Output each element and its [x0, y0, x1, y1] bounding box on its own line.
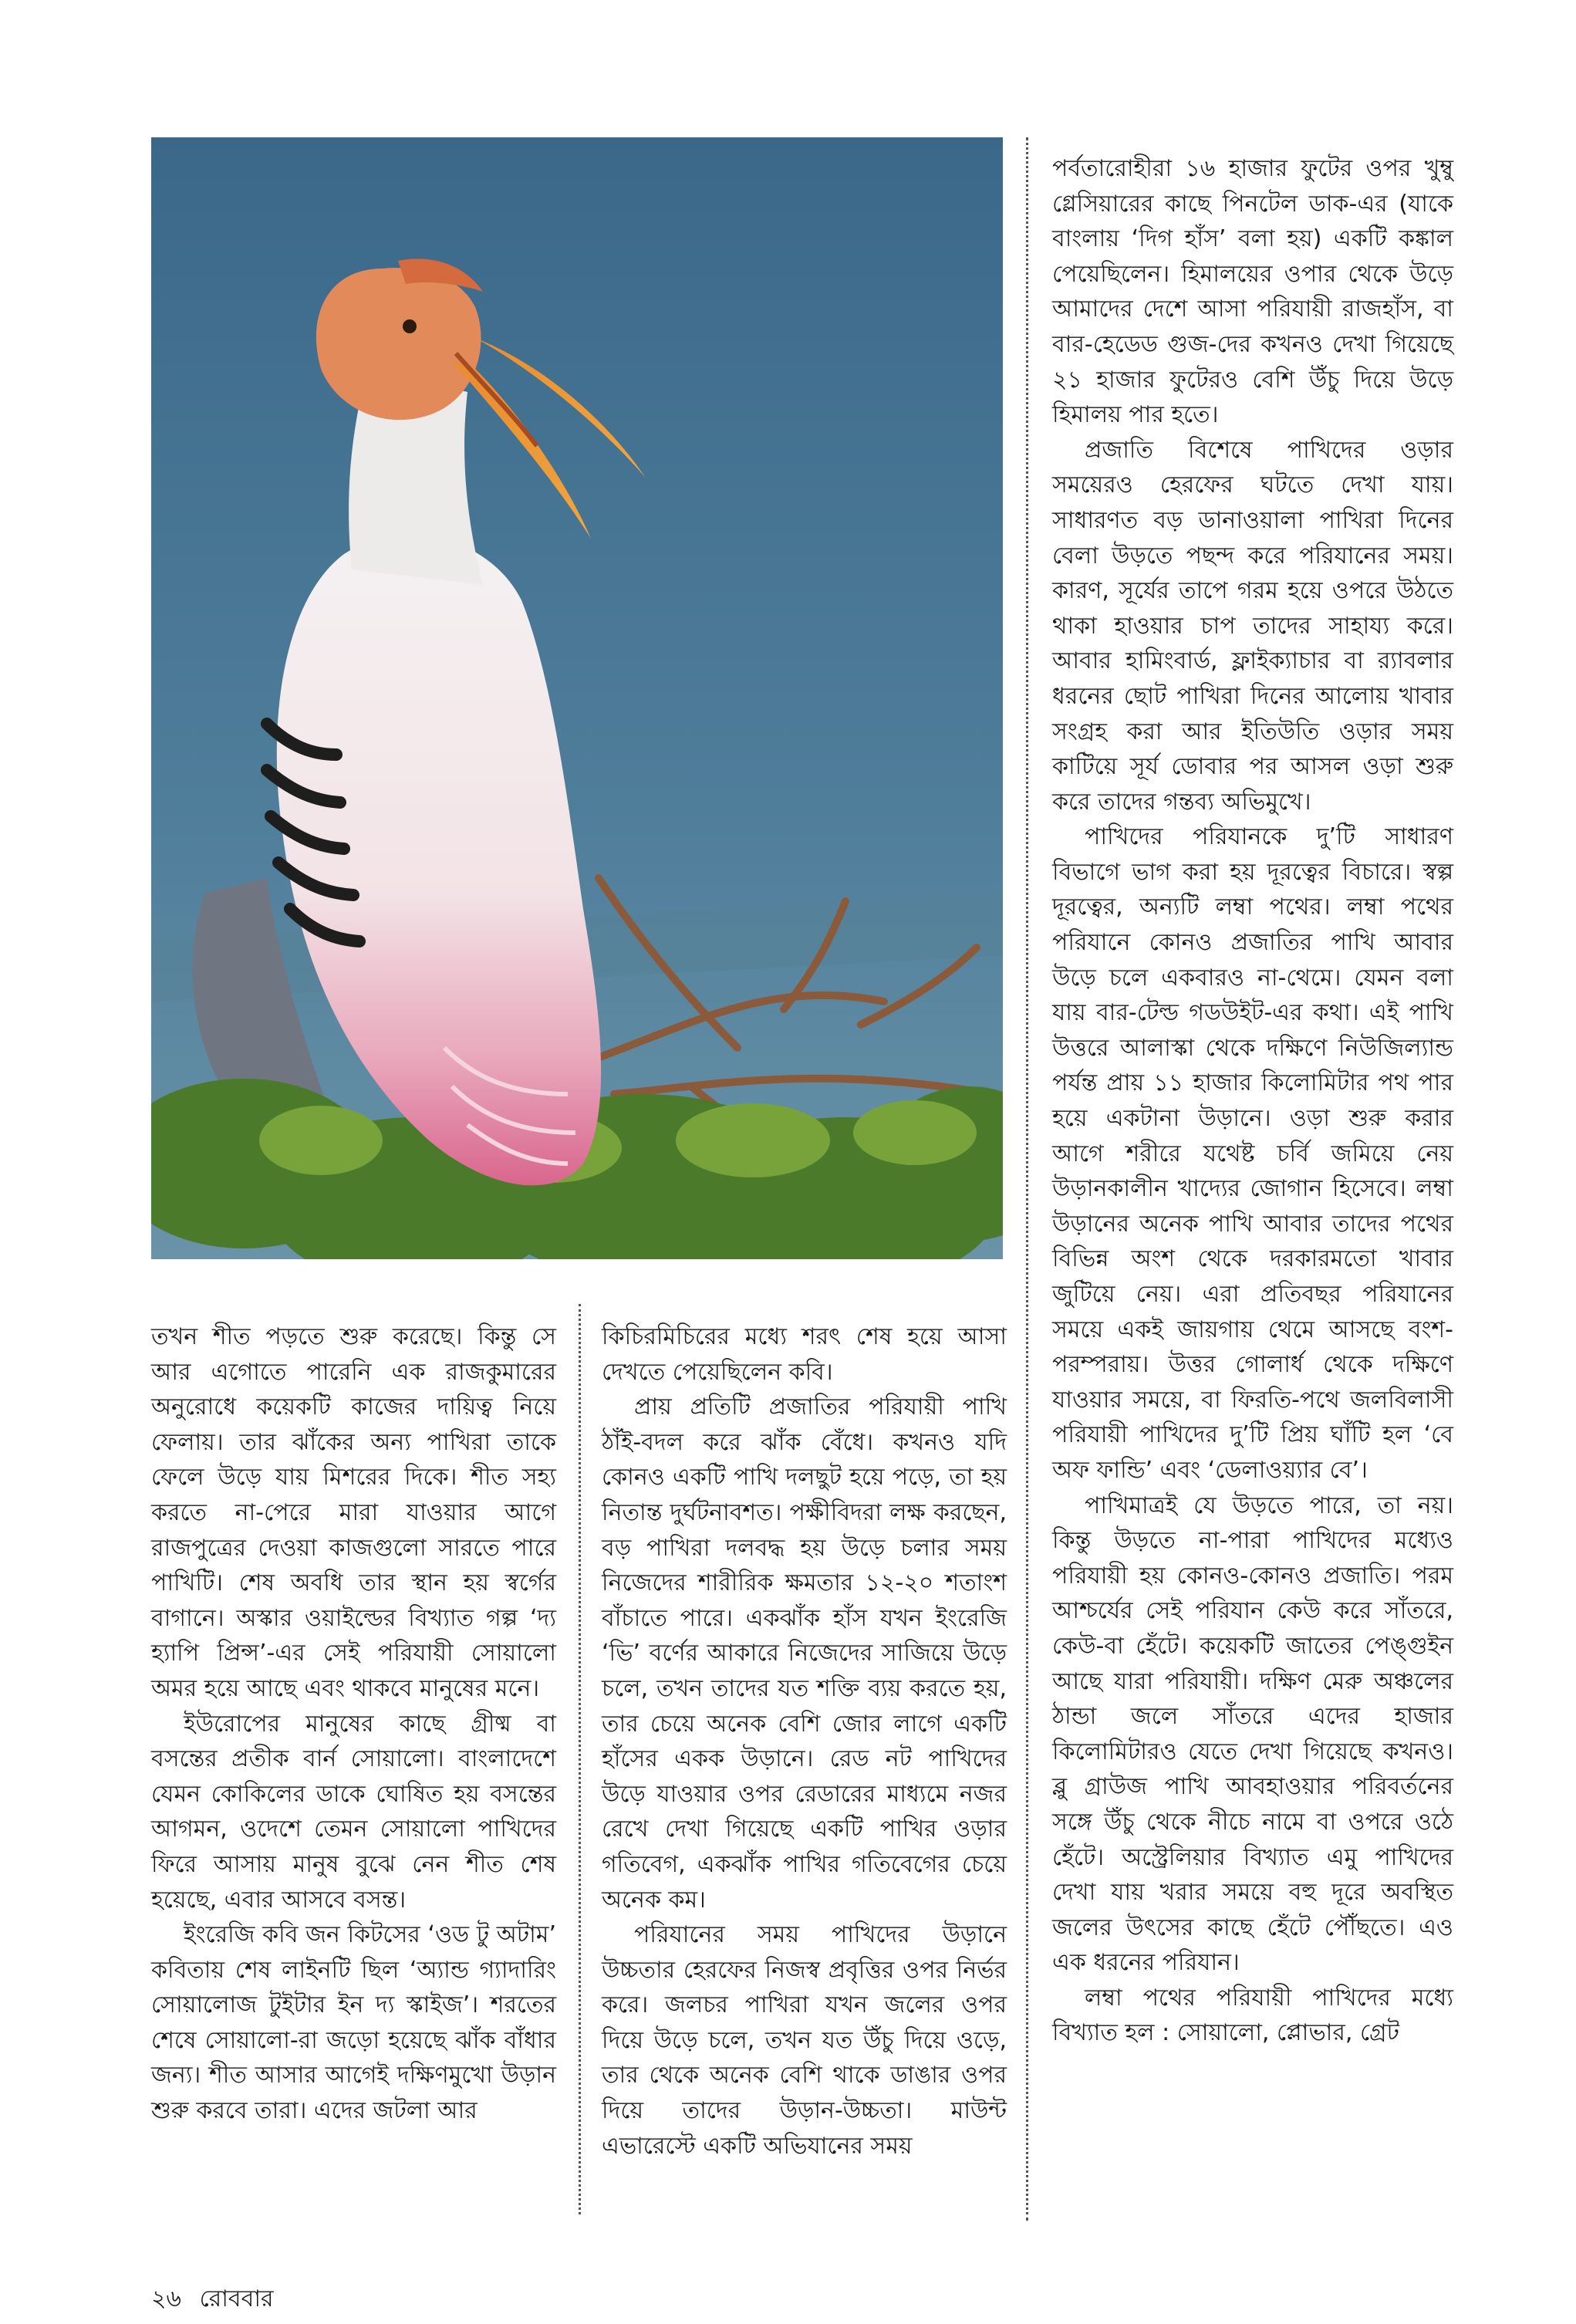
article-column-bottom-left	[151, 1319, 556, 2129]
paragraph: পাখিদের পরিযানকে দু’টি সাধারণ বিভাগে ভাগ করা হয় দূরত্বের বিচারে। স্বল্প দূরত্বের, অন্যটি লম্বা পথের। লম্বা পথের পরিযানে কোনও প্রজাতির পাখি আবার উড়ে চলে একবারও না-থেমে। যেমন বলা যায় বার-টেল্ড গডউইট-এর কথা। এই পাখি উত্তরে আলাস্কা থেকে দক্ষিণে নিউজিল্যান্ড পর্যন্ত প্রায় ১১ হাজার কিলোমিটার পথ পার হয়ে একটানা উড়ানে। ওড়া শুরু করার আগে শরীরে যথেষ্ট চর্বি জমিয়ে নেয় উড়ানকালীন খাদ্যের জোগান হিসেবে। লম্বা উড়ানের অনেক পাখি আবার তাদের পথের বিভিন্ন অংশ থেকে দরকারমতো খাবার জুটিয়ে নেয়। এরা প্রতিবছর পরিযানের সময়ে একই জায়গায় থেমে আসছে বংশ-পরম্পরায়। উত্তর গোলার্ধ থেকে দক্ষিণে যাওয়ার সময়ে, বা ফিরতি-পথে জলবিলাসী পরিযায়ী পাখিদের দু’টি প্রিয় ঘাঁটি হল ‘বে অফ ফান্ডি’ এবং ‘ডেলাওয়্যার বে’।	[1052, 823, 1453, 1484]
column-rule	[579, 1304, 581, 2214]
paragraph: তখন শীত পড়তে শুরু করেছে। কিন্তু সে আর এগোতে পারেনি এক রাজকুমারের অনুরোধে কয়েকটি কাজের দায়িত্ব নিয়ে ফেলায়। তার ঝাঁকের অন্য পাখিরা তাকে ফেলে উড়ে যায় মিশরের দিকে। শীত সহ্য করতে না-পেরে মারা যাওয়ার আগে রাজপুত্রের দেওয়া কাজগুলো সারতে পারে পাখিটি। শেষ অবধি তার স্থান হয় স্বর্গের বাগানে। অস্কার ওয়াইল্ডের বিখ্যাত গল্প ‘দ্য হ্যাপি প্রিন্স’-এর সেই পরিযায়ী সোয়ালো অমর হয়ে আছে এবং থাকবে মানুষের মনে।	[151, 1323, 556, 1702]
article-column-top-right	[1052, 151, 1453, 2051]
paragraph: পরিযানের সময় পাখিদের উড়ানে উচ্চতার হেরফের নিজস্ব প্রবৃত্তির ওপর নির্ভর করে। জলচর পাখিরা যখন জলের ওপর দিয়ে উড়ে চলে, তখন যত উঁচু দিয়ে ওড়ে, তার থেকে অনেক বেশি থাকে ডাঙার ওপর দিয়ে তাদের উড়ান-উচ্চতা। মাউন্ট এভারেস্টে একটি অভিযানের সময়	[602, 1921, 1007, 2160]
paragraph: কিচিরমিচিরের মধ্যে শরৎ শেষ হয়ে আসা দেখতে পেয়েছিলেন কবি।	[602, 1323, 1007, 1386]
paragraph: প্রায় প্রতিটি প্রজাতির পরিযায়ী পাখি ঠাঁই-বদল করে ঝাঁক বেঁধে। কখনও যদি কোনও একটি পাখি দলছুট হয়ে পড়ে, তা হয় নিতান্ত দুর্ঘটনাবশত। পক্ষীবিদরা লক্ষ করছেন, বড় পাখিরা দলবদ্ধ হয় উড়ে চলার সময় নিজেদের শারীরিক ক্ষমতার ১২-২০ শতাংশ বাঁচাতে পারে। একঝাঁক হাঁস যখন ইংরেজি ‘ভি’ বর্ণের আকারে নিজেদের সাজিয়ে উড়ে চলে, তখন তাদের যত শক্তি ব্যয় করতে হয়, তার চেয়ে অনেক বেশি জোর লাগে একটি হাঁসের একক উড়ানে। রেড নট পাখিদের উড়ে যাওয়ার ওপর রেডারের মাধ্যমে নজর রেখে দেখা গিয়েছে একটি পাখির ওড়ার গতিবেগ, একঝাঁক পাখির গতিবেগের চেয়ে অনেক কম।	[602, 1393, 1007, 1914]
paragraph: প্রজাতি বিশেষে পাখিদের ওড়ার সময়েরও হেরফের ঘটতে দেখা যায়। সাধারণত বড় ডানাওয়ালা পাখিরা দিনের বেলা উড়তে পছন্দ করে পরিযানের সময়। কারণ, সূর্যের তাপে গরম হয়ে ওপরে উঠতে থাকা হাওয়ার চাপ তাদের সাহায্য করে। আবার হামিংবার্ড, ফ্লাইক্যাচার বা র‍্যাবলার ধরনের ছোট পাখিরা দিনের আলোয় খাবার সংগ্রহ করা আর ইতিউতি ওড়ার সময় কাটিয়ে সূর্য ডোবার পর আসল ওড়া শুরু করে তাদের গন্তব্য অভিমুখে।	[1052, 436, 1453, 816]
column-rule	[1026, 137, 1028, 2221]
paragraph: পর্বতারোহীরা ১৬ হাজার ফুটের ওপর খুম্বু গ্লেসিয়ারের কাছে পিনটেল ডাক-এর (যাকে বাংলায় ‘দিগ হাঁস’ বলা হয়) একটি কঙ্কাল পেয়েছিলেন। হিমালয়ের ওপার থেকে উড়ে আমাদের দেশে আসা পরিযায়ী রাজহাঁস, বা বার-হেডেড গুজ-দের কখনও দেখা গিয়েছে ২১ হাজার ফুটেরও বেশি উঁচু দিয়ে উড়ে হিমালয় পার হতে।	[1052, 155, 1453, 429]
paragraph: লম্বা পথের পরিযায়ী পাখিদের মধ্যে বিখ্যাত হল : সোয়ালো, প্লোভার, গ্রেট	[1052, 1984, 1453, 2047]
article-column-bottom-middle	[602, 1319, 1007, 2164]
painted-stork-photo	[151, 137, 1003, 1259]
page-folio	[151, 2280, 274, 2319]
paragraph: পাখিমাত্রই যে উড়তে পারে, তা নয়। কিন্তু উড়তে না-পারা পাখিদের মধ্যেও পরিযায়ী হয় কোনও-কোনও প্রজাতি। পরম আশ্চর্যের সেই পরিযান কেউ করে সাঁতরে, কেউ-বা হেঁটে। কয়েকটি জাতের পেঙ্গুইন আছে যারা পরিযায়ী। দক্ষিণ মেরু অঞ্চলের ঠান্ডা জলে সাঁতরে এদের হাজার কিলোমিটারও যেতে দেখা গিয়েছে কখনও। ব্লু গ্রাউজ পাখি আবহাওয়ার পরিবর্তনের সঙ্গে উঁচু থেকে নীচে নামে বা ওপরে ওঠে হেঁটে। অস্ট্রেলিয়ার বিখ্যাত এমু পাখিদের দেখা যায় খরার সময়ে বহু দূরে অবস্থিত জলের উৎসের কাছে হেঁটে পৌঁছতে। এও এক ধরনের পরিযান।	[1052, 1491, 1453, 1977]
paragraph: ইউরোপের মানুষের কাছে গ্রীষ্ম বা বসন্তের প্রতীক বার্ন সোয়ালো। বাংলাদেশে যেমন কোকিলের ডাকে ঘোষিত হয় বসন্তের আগমন, ওদেশে তেমন সোয়ালো পাখিদের ফিরে আসায় মানুষ বুঝে নেন শীত শেষ হয়েছে, এবার আসবে বসন্ত।	[151, 1710, 556, 1914]
page-number: ২৬	[151, 2285, 182, 2312]
magazine-name: রোববার	[199, 2285, 274, 2312]
paragraph: ইংরেজি কবি জন কিটসের ‘ওড টু অটাম’ কবিতায় শেষ লাইনটি ছিল ‘অ্যান্ড গ্যাদারিং সোয়ালোজ টুইটার ইন দ্য স্কাইজ’। শরতের শেষে সোয়ালো-রা জড়ো হয়েছে ঝাঁক বাঁধার জন্য। শীত আসার আগেই দক্ষিণমুখো উড়ান শুরু করবে তারা। এদের জটলা আর	[151, 1921, 556, 2125]
